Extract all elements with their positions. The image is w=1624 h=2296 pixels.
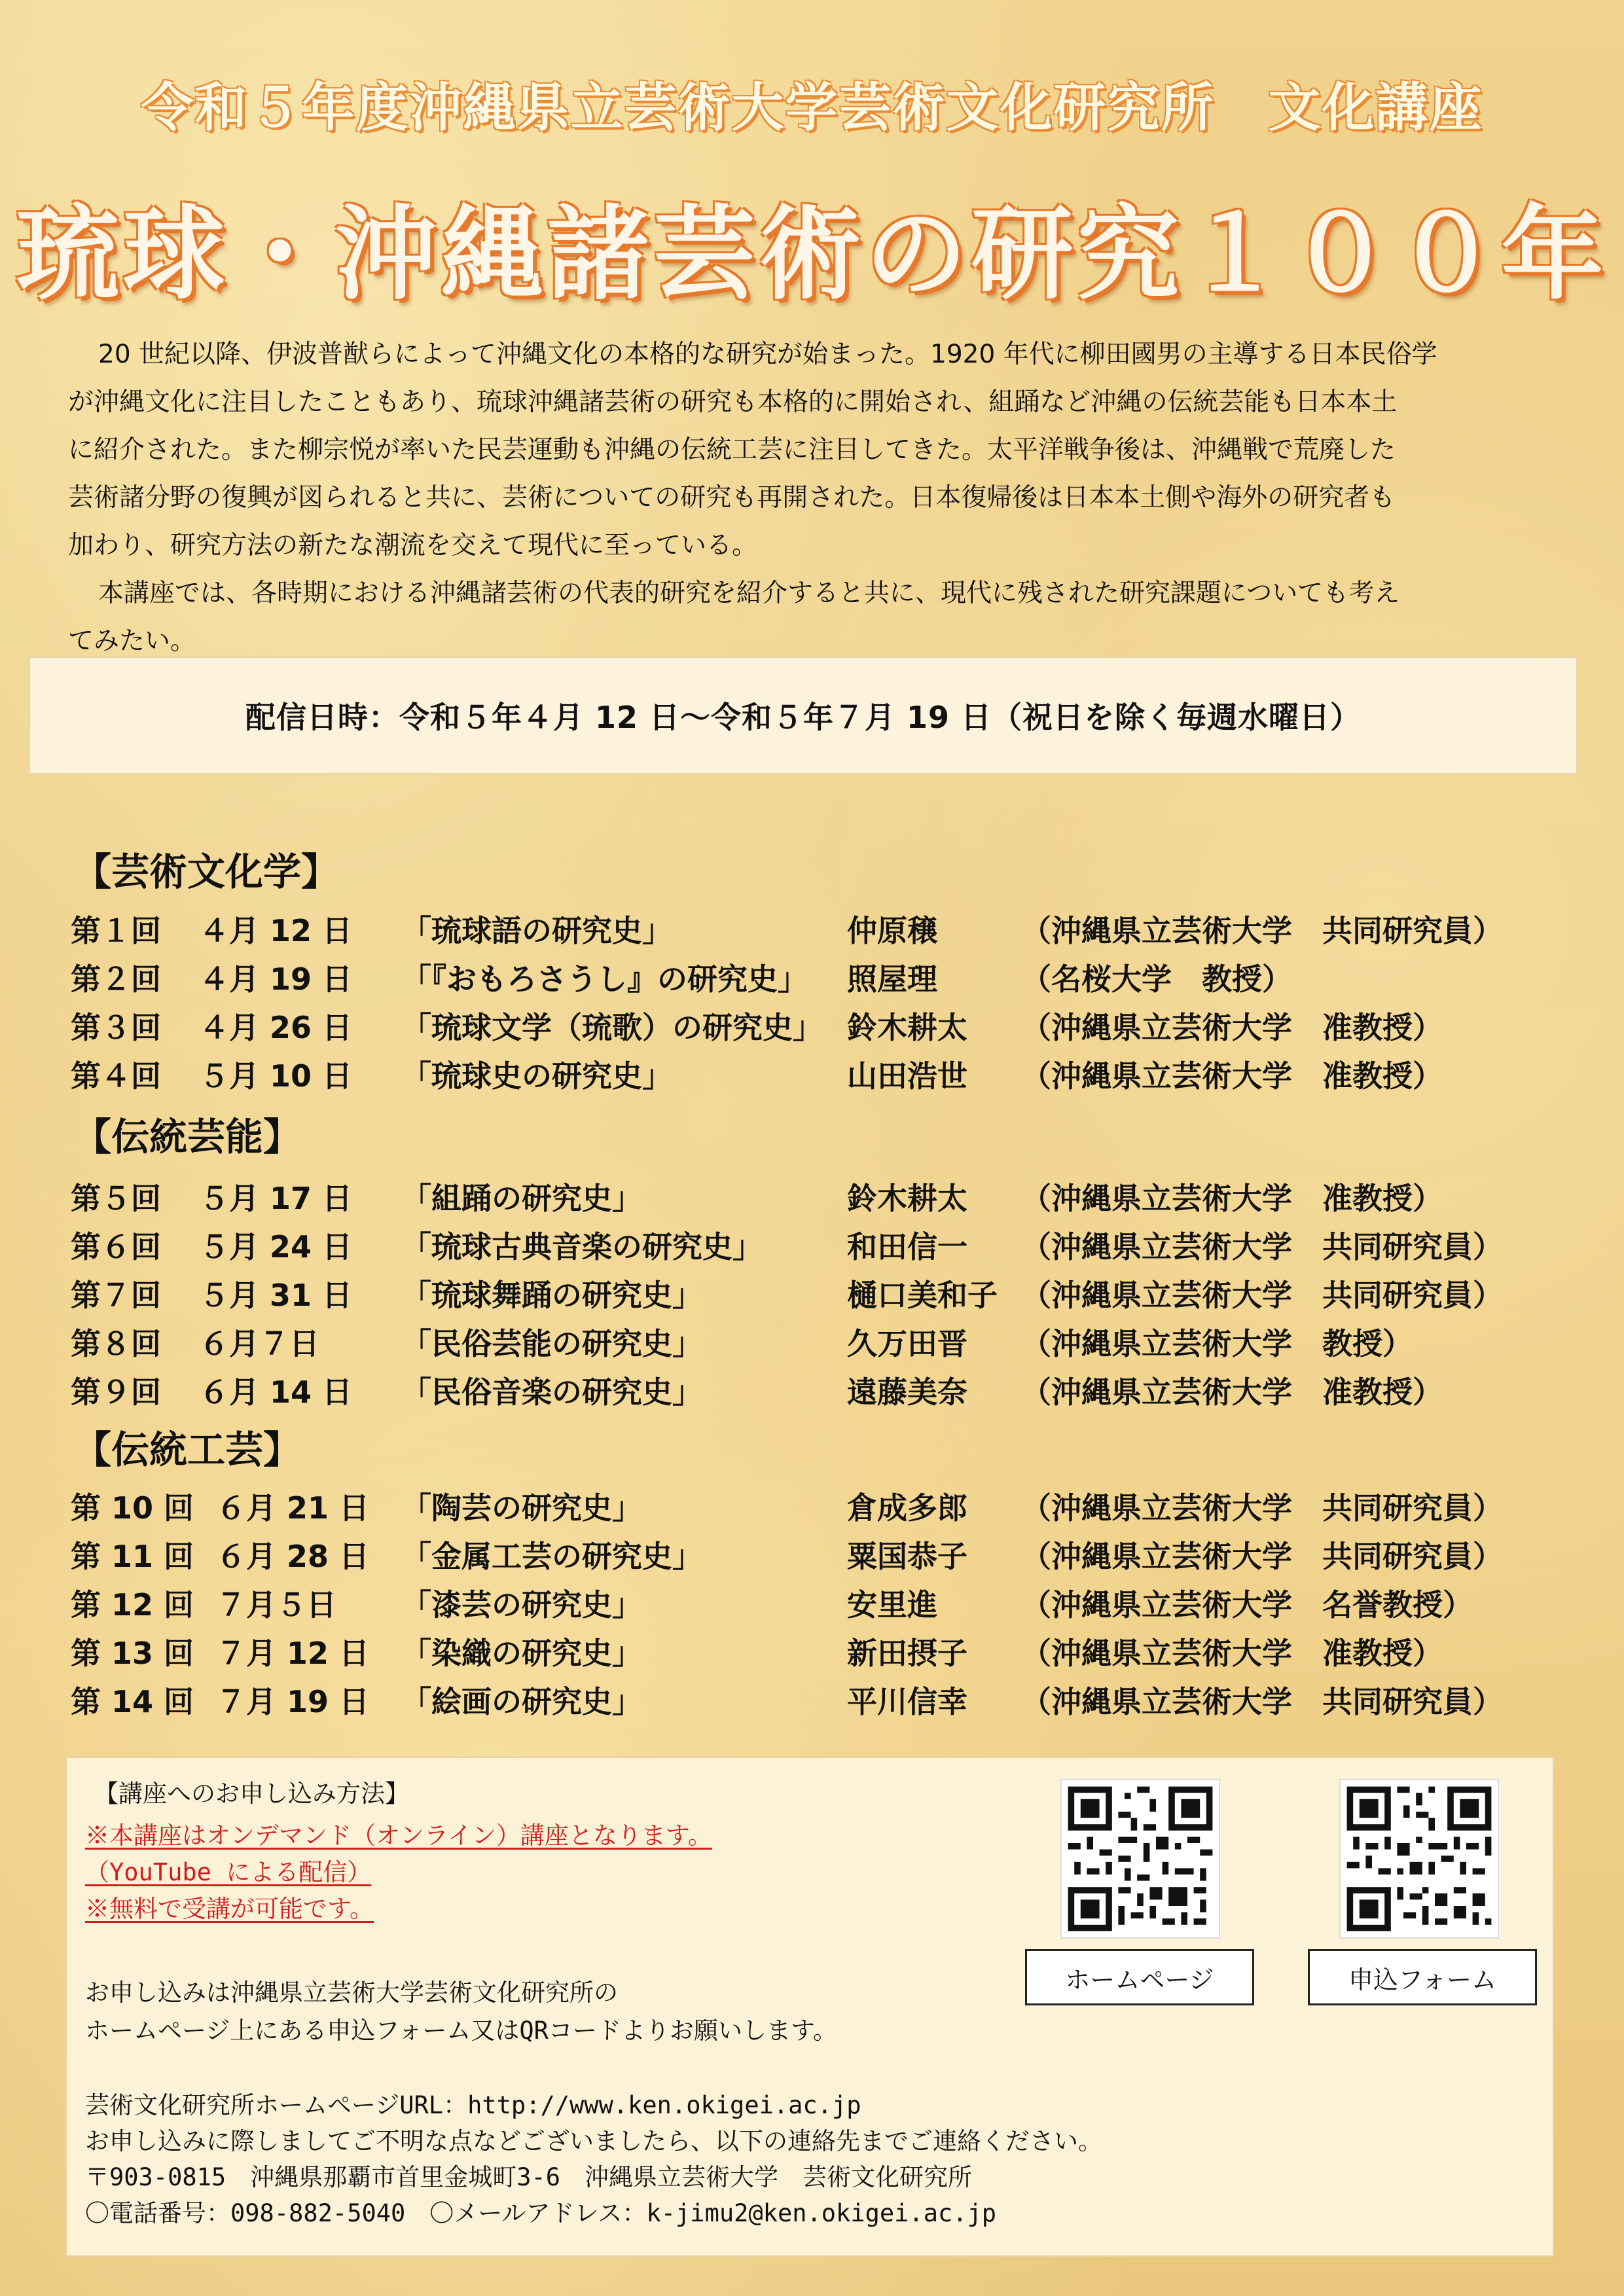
session-title: 「琉球史の研究史」 <box>401 1058 672 1094</box>
session-lecturer: 山田浩世 <box>847 1058 967 1094</box>
session-date: ６月 21 日 <box>216 1490 370 1526</box>
session-row <box>71 1004 1576 1052</box>
session-affiliation: （沖縄県立芸術大学 准教授） <box>1021 1058 1443 1094</box>
session-date: ６月 14 日 <box>199 1374 353 1410</box>
intro-line: 本講座では、各時期における沖縄諸芸術の代表的研究を紹介すると共に、現代に残された研究課題についても考え <box>98 579 1400 608</box>
application-form-label: 申込フォーム <box>1348 1965 1497 1994</box>
session-lecturer: 安里進 <box>847 1587 937 1623</box>
session-number: 第３回 <box>71 1010 161 1045</box>
session-title: 「金属工芸の研究史」 <box>401 1539 702 1574</box>
session-row <box>71 1484 1576 1533</box>
session-affiliation: （沖縄県立芸術大学 准教授） <box>1021 1010 1443 1045</box>
session-row <box>71 1630 1576 1678</box>
session-number: 第 10 回 <box>71 1490 194 1526</box>
intro-line: 加わり、研究方法の新たな潮流を交えて現代に至っている。 <box>68 531 758 560</box>
application-instruction: お申し込みは沖縄県立芸術大学芸術文化研究所の <box>85 1979 618 2007</box>
session-row <box>71 1175 1576 1223</box>
intro-line: てみたい。 <box>68 626 196 656</box>
session-lecturer: 粟国恭子 <box>847 1539 967 1574</box>
session-affiliation: （名桜大学 教授） <box>1021 961 1292 997</box>
phone-email[interactable]: 〇電話番号：098-882-5040 〇メールアドレス：k-jimu2@ken.okigei.ac.jp <box>85 2199 997 2227</box>
session-number: 第１回 <box>71 913 161 948</box>
application-note: ※無料で受講が可能です。 <box>85 1895 374 1923</box>
category-heading: 【伝統芸能】 <box>73 1115 302 1159</box>
session-number: 第 12 回 <box>71 1587 194 1623</box>
session-row <box>71 1581 1576 1630</box>
session-affiliation: （沖縄県立芸術大学 名誉教授） <box>1021 1587 1473 1623</box>
session-title: 「『おもろさうし』の研究史」 <box>401 961 808 997</box>
session-date: ６月 28 日 <box>216 1539 370 1574</box>
application-instruction: ホームページ上にある申込フォーム又はQRコードよりお願いします。 <box>85 2017 837 2045</box>
session-title: 「漆芸の研究史」 <box>401 1587 642 1623</box>
qr-code-icon <box>1062 1780 1219 1937</box>
session-affiliation: （沖縄県立芸術大学 共同研究員） <box>1021 1229 1503 1265</box>
schedule-date: 配信日時：令和５年４月 12 日～令和５年７月 19 日（祝日を除く毎週水曜日） <box>245 700 1362 735</box>
session-row <box>71 1272 1576 1320</box>
session-date: ５月 17 日 <box>199 1181 353 1216</box>
session-row <box>71 1678 1576 1727</box>
application-heading: 【講座へのお申し込み方法】 <box>94 1780 409 1808</box>
session-date: ６月７日 <box>199 1326 319 1361</box>
session-affiliation: （沖縄県立芸術大学 共同研究員） <box>1021 1278 1503 1313</box>
homepage-url[interactable]: 芸術文化研究所ホームページURL：http://www.ken.okigei.ac.jp <box>85 2091 861 2119</box>
session-date: ４月 19 日 <box>199 961 353 997</box>
session-affiliation: （沖縄県立芸術大学 共同研究員） <box>1021 913 1503 948</box>
session-number: 第 11 回 <box>71 1539 194 1574</box>
session-number: 第４回 <box>71 1058 161 1094</box>
lecture-series-subtitle: 令和５年度沖縄県立芸術大学芸術文化研究所 文化講座 <box>141 77 1483 138</box>
postal-address: 〒903-0815 沖縄県那覇市首里金城町3-6 沖縄県立芸術大学 芸術文化研究所 <box>85 2163 973 2191</box>
session-date: ５月 10 日 <box>199 1058 353 1094</box>
session-affiliation: （沖縄県立芸術大学 准教授） <box>1021 1374 1443 1410</box>
session-date: ７月 19 日 <box>216 1684 370 1719</box>
application-form-qr-code[interactable] <box>1339 1779 1499 1939</box>
session-title: 「民俗芸能の研究史」 <box>401 1326 702 1361</box>
session-date: ５月 31 日 <box>199 1278 353 1313</box>
session-date: ７月 12 日 <box>216 1636 370 1671</box>
session-lecturer: 遠藤美奈 <box>847 1374 967 1410</box>
intro-text <box>68 331 1561 665</box>
session-number: 第８回 <box>71 1326 161 1361</box>
homepage-label: ホームページ <box>1065 1965 1214 1994</box>
session-title: 「民俗音楽の研究史」 <box>401 1374 702 1410</box>
session-number: 第 14 回 <box>71 1684 194 1719</box>
application-note: （YouTube による配信） <box>85 1858 372 1886</box>
intro-line: が沖縄文化に注目したこともあり、琉球沖縄諸芸術の研究も本格的に開始され、組踊など沖縄の伝統芸能も日本本土 <box>68 387 1398 417</box>
session-lecturer: 平川信幸 <box>847 1684 967 1719</box>
session-row <box>71 1052 1576 1101</box>
homepage-link-button[interactable] <box>1025 1949 1254 2005</box>
intro-line: 20 世紀以降、伊波普猷らによって沖縄文化の本格的な研究が始まった。1920 年代に柳田國男の主導する日本民俗学 <box>98 340 1437 369</box>
intro-line: 芸術諸分野の復興が図られると共に、芸術についての研究も再開された。日本復帰後は日本本土側や海外の研究者も <box>68 483 1396 512</box>
session-title: 「組踊の研究史」 <box>401 1181 642 1216</box>
session-row <box>71 1223 1576 1272</box>
contact-note: お申し込みに際しましてご不明な点などございましたら、以下の連絡先までご連絡ください。 <box>85 2127 1102 2155</box>
session-number: 第２回 <box>71 961 161 997</box>
session-affiliation: （沖縄県立芸術大学 共同研究員） <box>1021 1490 1503 1526</box>
session-date: ４月 12 日 <box>199 913 353 948</box>
intro-line: に紹介された。また柳宗悦が率いた民芸運動も沖縄の伝統工芸に注目してきた。太平洋戦争後は、沖縄戦で荒廃した <box>68 435 1396 465</box>
session-number: 第 13 回 <box>71 1636 194 1671</box>
application-note: ※本講座はオンデマンド（オンライン）講座となります。 <box>85 1821 712 1850</box>
session-lecturer: 和田信一 <box>847 1229 967 1265</box>
session-lecturer: 鈴木耕太 <box>847 1010 967 1045</box>
session-row <box>71 907 1576 956</box>
session-affiliation: （沖縄県立芸術大学 准教授） <box>1021 1636 1443 1671</box>
session-lecturer: 鈴木耕太 <box>847 1181 967 1216</box>
session-date: ５月 24 日 <box>199 1229 353 1265</box>
homepage-qr-code[interactable] <box>1060 1779 1220 1939</box>
category-heading: 【芸術文化学】 <box>73 850 340 894</box>
session-date: ７月５日 <box>216 1587 336 1623</box>
qr-code-icon <box>1341 1780 1498 1937</box>
session-affiliation: （沖縄県立芸術大学 共同研究員） <box>1021 1684 1503 1719</box>
session-lecturer: 新田摂子 <box>847 1636 967 1671</box>
schedule-banner <box>29 656 1578 774</box>
session-number: 第６回 <box>71 1229 161 1265</box>
session-date: ４月 26 日 <box>199 1010 353 1045</box>
session-title: 「染織の研究史」 <box>401 1636 642 1671</box>
session-title: 「絵画の研究史」 <box>401 1684 642 1719</box>
session-lecturer: 照屋理 <box>847 961 937 997</box>
session-number: 第９回 <box>71 1374 161 1410</box>
application-form-link-button[interactable] <box>1308 1949 1537 2005</box>
session-title: 「琉球舞踊の研究史」 <box>401 1278 702 1313</box>
session-row <box>71 1369 1576 1417</box>
session-affiliation: （沖縄県立芸術大学 教授） <box>1021 1326 1413 1361</box>
session-number: 第５回 <box>71 1181 161 1216</box>
session-affiliation: （沖縄県立芸術大学 共同研究員） <box>1021 1539 1503 1574</box>
session-title: 「琉球文学（琉歌）の研究史」 <box>401 1010 823 1045</box>
session-row <box>71 1320 1576 1369</box>
session-title: 「陶芸の研究史」 <box>401 1490 642 1526</box>
session-lecturer: 仲原穣 <box>847 913 937 948</box>
session-title: 「琉球語の研究史」 <box>401 913 672 948</box>
session-title: 「琉球古典音楽の研究史」 <box>401 1229 763 1265</box>
category-heading: 【伝統工芸】 <box>73 1427 302 1472</box>
session-lecturer: 樋口美和子 <box>847 1278 998 1313</box>
session-row <box>71 1533 1576 1581</box>
session-lecturer: 倉成多郎 <box>847 1490 967 1526</box>
session-lecturer: 久万田晋 <box>847 1326 967 1361</box>
session-number: 第７回 <box>71 1278 161 1313</box>
session-affiliation: （沖縄県立芸術大学 准教授） <box>1021 1181 1443 1216</box>
page-title: 琉球・沖縄諸芸術の研究１００年 <box>16 194 1608 314</box>
session-row <box>71 956 1576 1004</box>
